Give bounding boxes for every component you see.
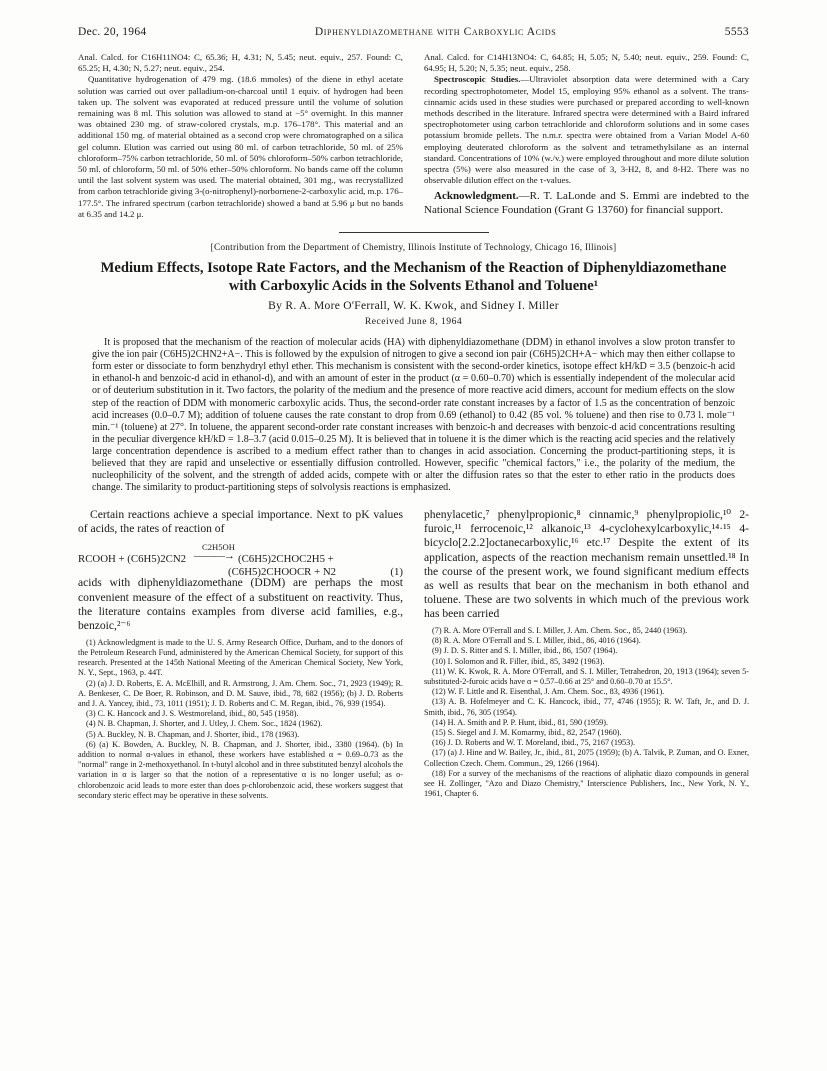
footnote: (14) H. A. Smith and P. P. Hunt, ibid., 81, 590 (1959).: [432, 717, 609, 727]
footnote: (16) J. D. Roberts and W. T. Moreland, ibid., 75, 2167 (1953).: [432, 738, 635, 748]
article-divider: [339, 232, 489, 233]
abstract: It is proposed that the mechanism of the reaction of molecular acids (HA) with diphenyldiazomethane (DDM) in ethanol involves a slow proton transfer to give the ion pair (C6H5)2CHN2+A−. This is followed by the expulsion of nitrogen to give a second ion pair (C6H5)2CH+A− which may then either collapse to form ester or dissociate to form benzhydryl ethyl ether. This mechanism is consistent with the second-order kinetics, isotope effect kH/kD = 3.5 (benzoic-h acid in ethanol-h and benzoic-d acid in ethanol-d), and with an amount of ester in the product (α = 0.60–0.70) which is essentially independent of the molecular acid or of deuterium substitution in it. Two factors, the polarity of the medium and the presence of more reactive acid dimers, account for medium effects on the slow step of the reaction of DDM with monomeric carboxylic acids. Thus, the second-order rate constant increases by a factor of 1.5 as the concentration of benzoic acid increases (0.0–0.7 M); addition of toluene causes the rate constant to drop from 0.69 (ethanol) to 0.42 (85 vol. % toluene) and then rise to 0.73 l. mole⁻¹ min.⁻¹ (toluene) at 27°. In toluene, the apparent second-order rate constant increases with benzoic-h and decreases with benzoic-d acid concentrations resulting in the peculiar divergence kH/kD = 1.8–3.7 (acid 0.015–0.25 M). It is believed that in toluene it is the dimer which is the reacting acid species and the relatively large concentration dependence is ascribed to a medium effect rather than to changes in acid association. Concerning the product-partitioning steps, it is believed that they are rapid and unselective or essentially diffusion controlled. However, specific "chemical factors," i.e., the polarity of the medium, the nucleophilicity of the solvent, and the strength of added acids, compete with or alter the diffusion rates so that the ester to ether ratio in the products does change. The similarity to product-partitioning steps of solvolysis reactions is emphasized.: [92, 337, 735, 494]
equation-solvent: C2H5OH: [202, 542, 235, 553]
prev-right-column: [424, 52, 749, 220]
spectroscopic-text: —Ultraviolet absorption data were determined with a Cary recording spectrophotometer, Model 15, employing 95% ethanol as a solvent. The trans-cinnamic acids used in these studies were purchased or prepared according to well-known methods described in the literature. Infrared spectra were determined with a Baird infrared spectrophotometer using carbon tetrachloride and chloroform solutions and in some cases potassium bromide pellets. The n.m.r. spectra were obtained from a Varian Model A-60 employing deuterated chloroform as the solvent and tetramethylsilane as an internal standard. Concentrations of 10% (w./v.) were employed throughout and more dilute solution spectra (5%) were also measured in the case of 3, 3-H2, 8, and 8-H2. There was no observable dilution effect on the τ-values.: [424, 74, 749, 186]
footnote: (8) R. A. More O'Ferrall and S. I. Miller, ibid., 86, 4016 (1964).: [432, 636, 641, 646]
body-left-column: [78, 508, 403, 801]
equation-product-ether: (C6H5)2CHOC2H5 +: [238, 553, 334, 566]
footnote: (15) S. Siegel and J. M. Komarmy, ibid., 82, 2547 (1960).: [432, 728, 622, 738]
footnote: (13) A. B. Hofelmeyer and C. K. Hancock, ibid., 77, 4746 (1955); R. W. Taft, Jr., and D. J. Smith, ibid., 76, 305 (1954).: [424, 697, 749, 717]
body-left-text: [78, 508, 403, 633]
running-title: Diphenyldiazomethane with Carboxylic Acids: [314, 26, 557, 38]
equation-product-ester: (C6H5)2CHOOCR + N2: [228, 566, 337, 579]
contribution-line: [Contribution from the Department of Chemistry, Illinois Institute of Technology, Chicago 16, Illinois]: [210, 243, 617, 254]
running-head: [78, 26, 749, 38]
footnote: (9) J. D. S. Ritter and S. I. Miller, ibid., 86, 1507 (1964).: [432, 646, 618, 656]
intro-paragraph-start: Certain reactions achieve a special importance. Next to pK values of acids, the rates of reaction of: [78, 508, 403, 536]
footnote: (7) R. A. More O'Ferrall and S. I. Miller, J. Am. Chem. Soc., 85, 2440 (1963).: [432, 626, 688, 636]
issue-date: Dec. 20, 1964: [78, 26, 147, 38]
prev-left-column: [78, 52, 403, 220]
acknowledgment-paragraph: [424, 190, 749, 217]
body-right-column: [424, 508, 749, 801]
anal-paragraph-right: Anal. Calcd. for C14H13NO4: C, 64.85; H, 5.05; N, 5.40; neut. equiv., 259. Found: C, 64.95; H, 5.20; N, 5.35; neut. equiv., 258.: [424, 52, 749, 74]
footnote: (1) Acknowledgment is made to the U. S. Army Research Office, Durham, and to the donors of the Petroleum Research Fund, administered by the American Chemical Society, for support of this research. Presented at the 145th National Meeting of the American Chemical Society, New York, N. Y., Sept., 1963, p. 44T.: [78, 637, 403, 678]
footnote: (10) I. Solomon and R. Filler, ibid., 85, 3492 (1963).: [432, 656, 605, 666]
footnote: (4) N. B. Chapman, J. Shorter, and J. Utley, J. Chem. Soc., 1824 (1962).: [86, 719, 323, 729]
footnote: (12) W. F. Little and R. Eisenthal, J. Am. Chem. Soc., 83, 4936 (1961).: [432, 687, 665, 697]
article-authors: By R. A. More O'Ferrall, W. K. Kwok, and Sidney I. Miller: [268, 300, 559, 313]
spectroscopic-heading: Spectroscopic Studies.: [434, 74, 521, 85]
footnote: (17) (a) J. Hine and W. Bailey, Jr., ibid., 81, 2075 (1959); (b) A. Talvik, P. Zuman, and O. Exner, Collection Czech. Chem. Commun., 29, 1266 (1964).: [424, 748, 749, 768]
footnote: (3) C. K. Hancock and J. S. Westmoreland, ibid., 80, 545 (1958).: [86, 709, 299, 719]
page-number: 5553: [724, 26, 749, 38]
footnotes-left: [78, 638, 403, 801]
intro-paragraph-right: phenylacetic,⁷ phenylpropionic,⁸ cinnamic,⁹ phenylpropiolic,¹⁰ 2-furoic,¹¹ ferrocenoic,¹² alkanoic,¹³ 4-cyclohexylcarboxylic,¹⁴·¹⁵ 4-bicyclo[2.2.2]octanecarboxylic,¹⁶ etc.¹⁷ Despite the extent of its application, aspects of the reaction mechanism remain unsettled.¹⁸ In the course of the present work, we found significant medium effects as well as results that bear on the mechanism in both ethanol and toluene. These are two solvents in which much of the previous work has been carried: [424, 508, 749, 620]
acknowledgment-text: —R. T. LaLonde and S. Emmi are indebted to the National Science Foundation (Grant G 13760) for financial support.: [424, 190, 749, 217]
anal-paragraph-left: Anal. Calcd. for C16H11NO4: C, 65.36; H, 4.31; N, 5.45; neut. equiv., 257. Found: C, 65.25; H, 4.30; N, 5.27; neut. equiv., 254.: [78, 52, 403, 74]
previous-article-tail: [78, 52, 749, 220]
intro-paragraph-continued: acids with diphenyldiazomethane (DDM) are perhaps the most convenient measure of the effect of a substituent on reactivity. Thus, the literature contains examples from diverse acid families, e.g., benzoic,²⁻⁶: [78, 576, 403, 632]
reaction-arrow-icon: ———→: [194, 550, 234, 563]
acknowledgment-heading: Acknowledgment.: [434, 190, 519, 203]
received-date: Received June 8, 1964: [364, 316, 463, 328]
body-right-text: [424, 508, 749, 621]
article-body: [78, 508, 749, 801]
footnote: (6) (a) K. Bowden, A. Buckley, N. B. Chapman, and J. Shorter, ibid., 3380 (1964). (b) In addition to normal α-values in ethanol, these workers have established α = 0.69–0.73 as the "normal" range in 2-methoxyethanol. In t-butyl alcohol and in three substituted benzyl alcohols the variation in α is larger so that the notion of a representative α is no longer useful; as o-chlorobenzoic acid leads to more ester than does p-chlorobenzoic acid, these workers suggest that secondary steric effect may be operative in these solvents.: [78, 739, 403, 800]
equation-number: (1): [390, 566, 403, 579]
footnote: (5) A. Buckley, N. B. Chapman, and J. Shorter, ibid., 178 (1963).: [86, 729, 300, 739]
footnote: (2) (a) J. D. Roberts, E. A. McElhill, and R. Armstrong, J. Am. Chem. Soc., 71, 2923 (1949); R. A. Benkeser, C. De Boer, R. Robinson, and D. M. Sauve, ibid., 78, 682 (1956); (b) J. D. Roberts and J. A. Yancey, ibid., 73, 1011 (1951); J. D. Roberts and C. M. Regan, ibid., 76, 939 (1954).: [78, 678, 403, 709]
spectroscopic-paragraph: [424, 74, 749, 186]
hydrogenation-paragraph: Quantitative hydrogenation of 479 mg. (18.6 mmoles) of the diene in ethyl acetate solution was carried out over palladium-on-charcoal until 1 equiv. of hydrogen had been taken up. The solvent was evaporated at reduced pressure until the volume of solution remaining was 8 ml. This solution was allowed to stand at −5° overnight. In this manner was obtained 230 mg. of straw-colored crystals, m.p. 176–178°. This material and an additional 150 mg. of material obtained as a second crop were chromatographed on a silica gel column. Elution was carried out using 80 ml. of carbon tetrachloride, 50 ml. of 25% chloroform–75% carbon tetrachloride, 50 ml. of 50% chloroform–50% carbon tetrachloride, 50 ml. of chloroform, 50 ml. of 50% ether–50% chloroform. No bands came off the column until the last solvent system was used. The material obtained, 301 mg., was recrystallized from carbon tetrachloride giving 3-(o-nitrophenyl)-norbornene-2-carboxylic acid, m.p. 176–177.5°. The infrared spectrum (carbon tetrachloride) showed a band at 5.96 μ but no bands at 6.35 and 14.2 μ.: [78, 74, 403, 219]
footnotes-right: [424, 626, 749, 799]
equation-reactants: RCOOH + (C6H5)2CN2: [78, 553, 187, 566]
article-title: Medium Effects, Isotope Rate Factors, and the Mechanism of the Reaction of Diphenyldiazomethane with Carboxylic Acids in the Solvents Ethanol and Toluene¹: [100, 260, 727, 295]
footnote: (11) W. K. Kwok, R. A. More O'Ferrall, and S. I. Miller, Tetrahedron, 20, 1913 (1964); seven 5-substituted-2-furoic acids have α = 0.57–0.66 at 25° and 0.60–0.70 at 15.5°.: [424, 666, 749, 687]
equation-1: [78, 540, 403, 579]
footnote: (18) For a survey of the mechanisms of the reactions of aliphatic diazo compounds in general see H. Zollinger, "Azo and Diazo Chemistry," Interscience Publishers, Inc., New York, N. Y., 1961, Chapter 6.: [424, 768, 749, 799]
